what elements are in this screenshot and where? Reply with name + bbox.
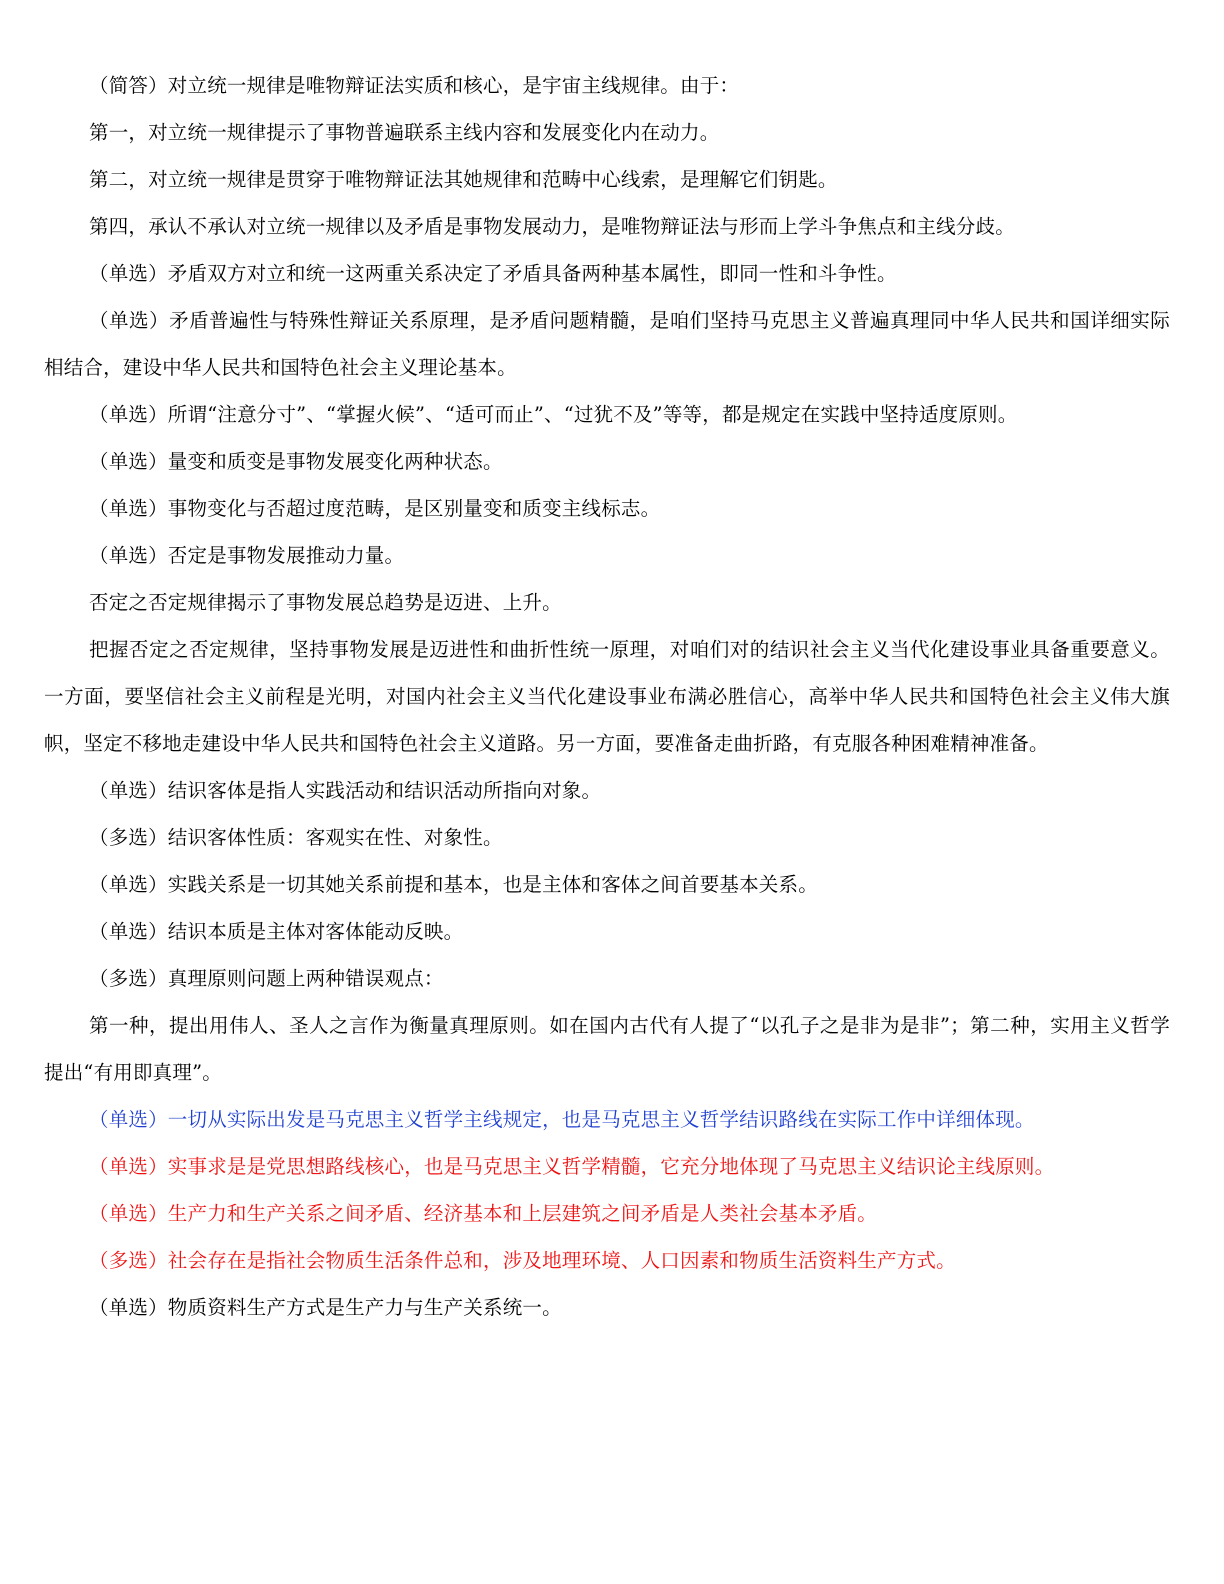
paragraph: （单选）物质资料生产方式是生产力与生产关系统一。 bbox=[89, 1296, 562, 1319]
paragraph: （单选）否定是事物发展推动力量。 bbox=[89, 544, 405, 567]
paragraph: （多选）社会存在是指社会物质生活条件总和，涉及地理环境、人口因素和物质生活资料生产方式。 bbox=[89, 1249, 956, 1272]
paragraph: （多选）结识客体性质：客观实在性、对象性。 bbox=[89, 826, 503, 849]
paragraph: （单选）所谓“注意分寸”、“掌握火候”、“适可而止”、“过犹不及”等等，都是规定在实践中坚持适度原则。 bbox=[89, 403, 1018, 426]
paragraph: （单选）一切从实际出发是马克思主义哲学主线规定，也是马克思主义哲学结识路线在实际工作中详细体现。 bbox=[89, 1108, 1035, 1131]
paragraph: （单选）矛盾普遍性与特殊性辩证关系原理，是矛盾问题精髓，是咱们坚持马克思主义普遍真理同中华人民共和国详细实际相结合，建设中华人民共和国特色社会主义理论基本。 bbox=[44, 309, 1170, 379]
paragraph: 第四，承认不承认对立统一规律以及矛盾是事物发展动力，是唯物辩证法与形而上学斗争焦点和主线分歧。 bbox=[89, 215, 1015, 238]
paragraph: （单选）量变和质变是事物发展变化两种状态。 bbox=[89, 450, 503, 473]
paragraph: （多选）真理原则问题上两种错误观点： bbox=[89, 967, 444, 990]
paragraph: 第二，对立统一规律是贯穿于唯物辩证法其她规律和范畴中心线索，是理解它们钥匙。 bbox=[89, 168, 838, 191]
paragraph: （单选）结识本质是主体对客体能动反映。 bbox=[89, 920, 464, 943]
paragraph: （单选）事物变化与否超过度范畴，是区别量变和质变主线标志。 bbox=[89, 497, 661, 520]
paragraph: 第一，对立统一规律提示了事物普遍联系主线内容和发展变化内在动力。 bbox=[89, 121, 720, 144]
paragraph: （简答）对立统一规律是唯物辩证法实质和核心，是宇宙主线规律。由于： bbox=[89, 74, 740, 97]
paragraph: （单选）实事求是是党思想路线核心，也是马克思主义哲学精髓，它充分地体现了马克思主义结识论主线原则。 bbox=[89, 1155, 1055, 1178]
paragraph: （单选）实践关系是一切其她关系前提和基本，也是主体和客体之间首要基本关系。 bbox=[89, 873, 818, 896]
paragraph: （单选）生产力和生产关系之间矛盾、经济基本和上层建筑之间矛盾是人类社会基本矛盾。 bbox=[89, 1202, 878, 1225]
paragraph: 把握否定之否定规律，坚持事物发展是迈进性和曲折性统一原理，对咱们对的结识社会主义当代化建设事业具备重要意义。一方面，要坚信社会主义前程是光明，对国内社会主义当代化建设事业布满必胜信心，高举中华人民共和国特色社会主义伟大旗帜，坚定不移地走建设中华人民共和国特色社会主义道路。另一方面，要准备走曲折路，有克服各种困难精神准备。 bbox=[44, 638, 1170, 755]
paragraph: （单选）矛盾双方对立和统一这两重关系决定了矛盾具备两种基本属性，即同一性和斗争性。 bbox=[89, 262, 897, 285]
document-body bbox=[44, 62, 1170, 1331]
paragraph: 否定之否定规律揭示了事物发展总趋势是迈进、上升。 bbox=[89, 591, 562, 614]
paragraph: （单选）结识客体是指人实践活动和结识活动所指向对象。 bbox=[89, 779, 602, 802]
paragraph: 第一种，提出用伟人、圣人之言作为衡量真理原则。如在国内古代有人提了“以孔子之是非为是非”；第二种，实用主义哲学提出“有用即真理”。 bbox=[44, 1014, 1170, 1084]
